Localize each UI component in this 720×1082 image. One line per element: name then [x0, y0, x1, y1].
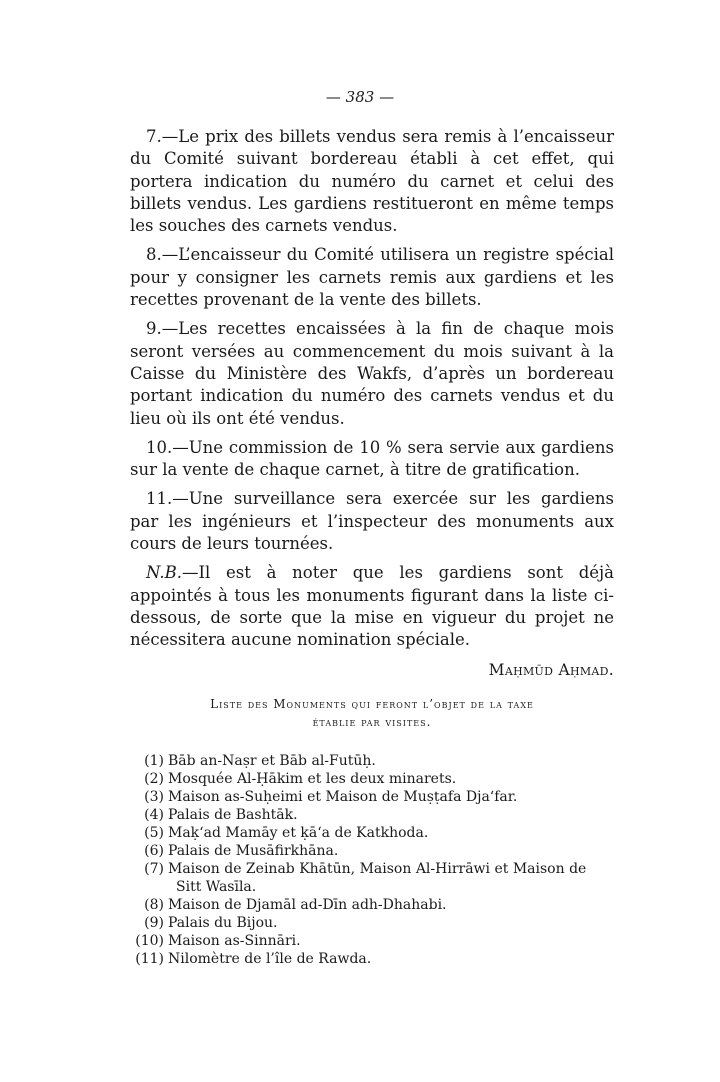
- paragraph-9: [130, 318, 614, 429]
- list-item-text: Palais de Musāfirkhāna.: [168, 843, 339, 859]
- paragraph-text: Une commission de 10 % sera servie aux gardiens sur la vente de chaque carnet, à titre de gratification.: [130, 437, 614, 480]
- list-item-text: Maison de Djamāl ad-Dīn adh-Dhahabi.: [168, 897, 447, 913]
- signature: Maḥmūd Aḥmad.: [488, 660, 614, 679]
- list-item: [131, 950, 611, 968]
- list-heading-line-2: établie par visites.: [312, 715, 432, 729]
- list-item: [131, 770, 611, 788]
- list-item-number: (9): [144, 915, 164, 931]
- list-item: [131, 806, 611, 824]
- list-item: [131, 896, 611, 914]
- monument-list: [131, 752, 611, 968]
- body-text: [130, 126, 614, 681]
- list-item-text: Bāb an-Naṣr et Bāb al-Futūḥ.: [168, 753, 376, 769]
- list-item-text: Mosquée Al-Ḥākim et les deux minarets.: [168, 771, 457, 787]
- list-item: [131, 932, 611, 950]
- list-item: [131, 860, 611, 878]
- paragraph-nb: [130, 562, 614, 651]
- paragraph-text: Le prix des billets vendus sera remis à l’encaisseur du Comité suivant bordereau établi à cet effet, qui portera indication du numéro du carnet et celui des billets vendus. Les gardiens restitueront en même temps les souches des carnets vendus.: [130, 127, 614, 236]
- paragraph-number: 9.—: [146, 319, 179, 339]
- list-item: [131, 842, 611, 860]
- list-item-number: (11): [135, 951, 164, 967]
- list-heading-line-1: Liste des Monuments qui feront l’objet de la taxe: [210, 697, 534, 711]
- paragraph-number: 11.—: [146, 489, 189, 509]
- list-item: [131, 752, 611, 770]
- paragraph-7: [130, 126, 614, 237]
- list-item-number: (8): [144, 897, 164, 913]
- list-item: [131, 824, 611, 842]
- list-item-text: Palais de Bashtāk.: [168, 807, 298, 823]
- paragraph-text: L’encaisseur du Comité utilisera un registre spécial pour y consigner les carnets remis aux gardiens et les recettes provenant de la vente des billets.: [130, 245, 614, 310]
- list-item-continuation: [131, 878, 611, 896]
- paragraph-8: [130, 244, 614, 311]
- list-item-text: Palais du Bijou.: [168, 915, 278, 931]
- list-item-text-continued: Sitt Wasīla.: [176, 879, 257, 895]
- list-item-number: (3): [144, 789, 164, 805]
- list-item-number: (1): [144, 753, 164, 769]
- list-item-number: (5): [144, 825, 164, 841]
- paragraph-number: N.B.—: [146, 563, 199, 583]
- paragraph-10: [130, 437, 614, 482]
- page-number: — 383 —: [325, 88, 395, 106]
- paragraph-11: [130, 488, 614, 555]
- paragraph-text: Une surveillance sera exercée sur les gardiens par les ingénieurs et l’inspecteur des monuments aux cours de leurs tournées.: [130, 489, 614, 554]
- paragraph-number: 7.—: [146, 127, 179, 146]
- list-item-number: (6): [144, 843, 164, 859]
- list-item-number: (7): [144, 861, 164, 877]
- list-item-text: Maḳ‘ad Mamāy et ḳā‘a de Katkhoda.: [168, 825, 429, 841]
- list-item: [131, 914, 611, 932]
- list-heading: [150, 695, 594, 731]
- paragraph-number: 8.—: [146, 245, 179, 265]
- paragraph-text: Il est à noter que les gardiens sont déjà appointés à tous les monuments figurant dans la liste ci-dessous, de sorte que la mise en vigueur du projet ne nécessitera aucune nomination spéciale.: [130, 563, 614, 650]
- list-item-number: (10): [135, 933, 164, 949]
- list-item-text: Maison de Zeinab Khātūn, Maison Al-Hirrāwi et Maison de: [168, 861, 587, 877]
- list-item-text: Maison as-Suḥeimi et Maison de Muṣṭafa Dja‘far.: [168, 789, 518, 805]
- paragraph-text: Les recettes encaissées à la fin de chaque mois seront versées au commencement du mois suivant à la Caisse du Ministère des Wakfs, d’après un bordereau portant indication du numéro des carnets vendus et du lieu où ils ont été vendus.: [130, 319, 614, 428]
- paragraph-number: 10.—: [146, 437, 189, 457]
- list-item-text: Nilomètre de l’île de Rawda.: [168, 951, 372, 967]
- list-item: [131, 788, 611, 806]
- list-item-number: (4): [144, 807, 164, 823]
- list-item-number: (2): [144, 771, 164, 787]
- list-item-text: Maison as-Sinnāri.: [168, 933, 301, 949]
